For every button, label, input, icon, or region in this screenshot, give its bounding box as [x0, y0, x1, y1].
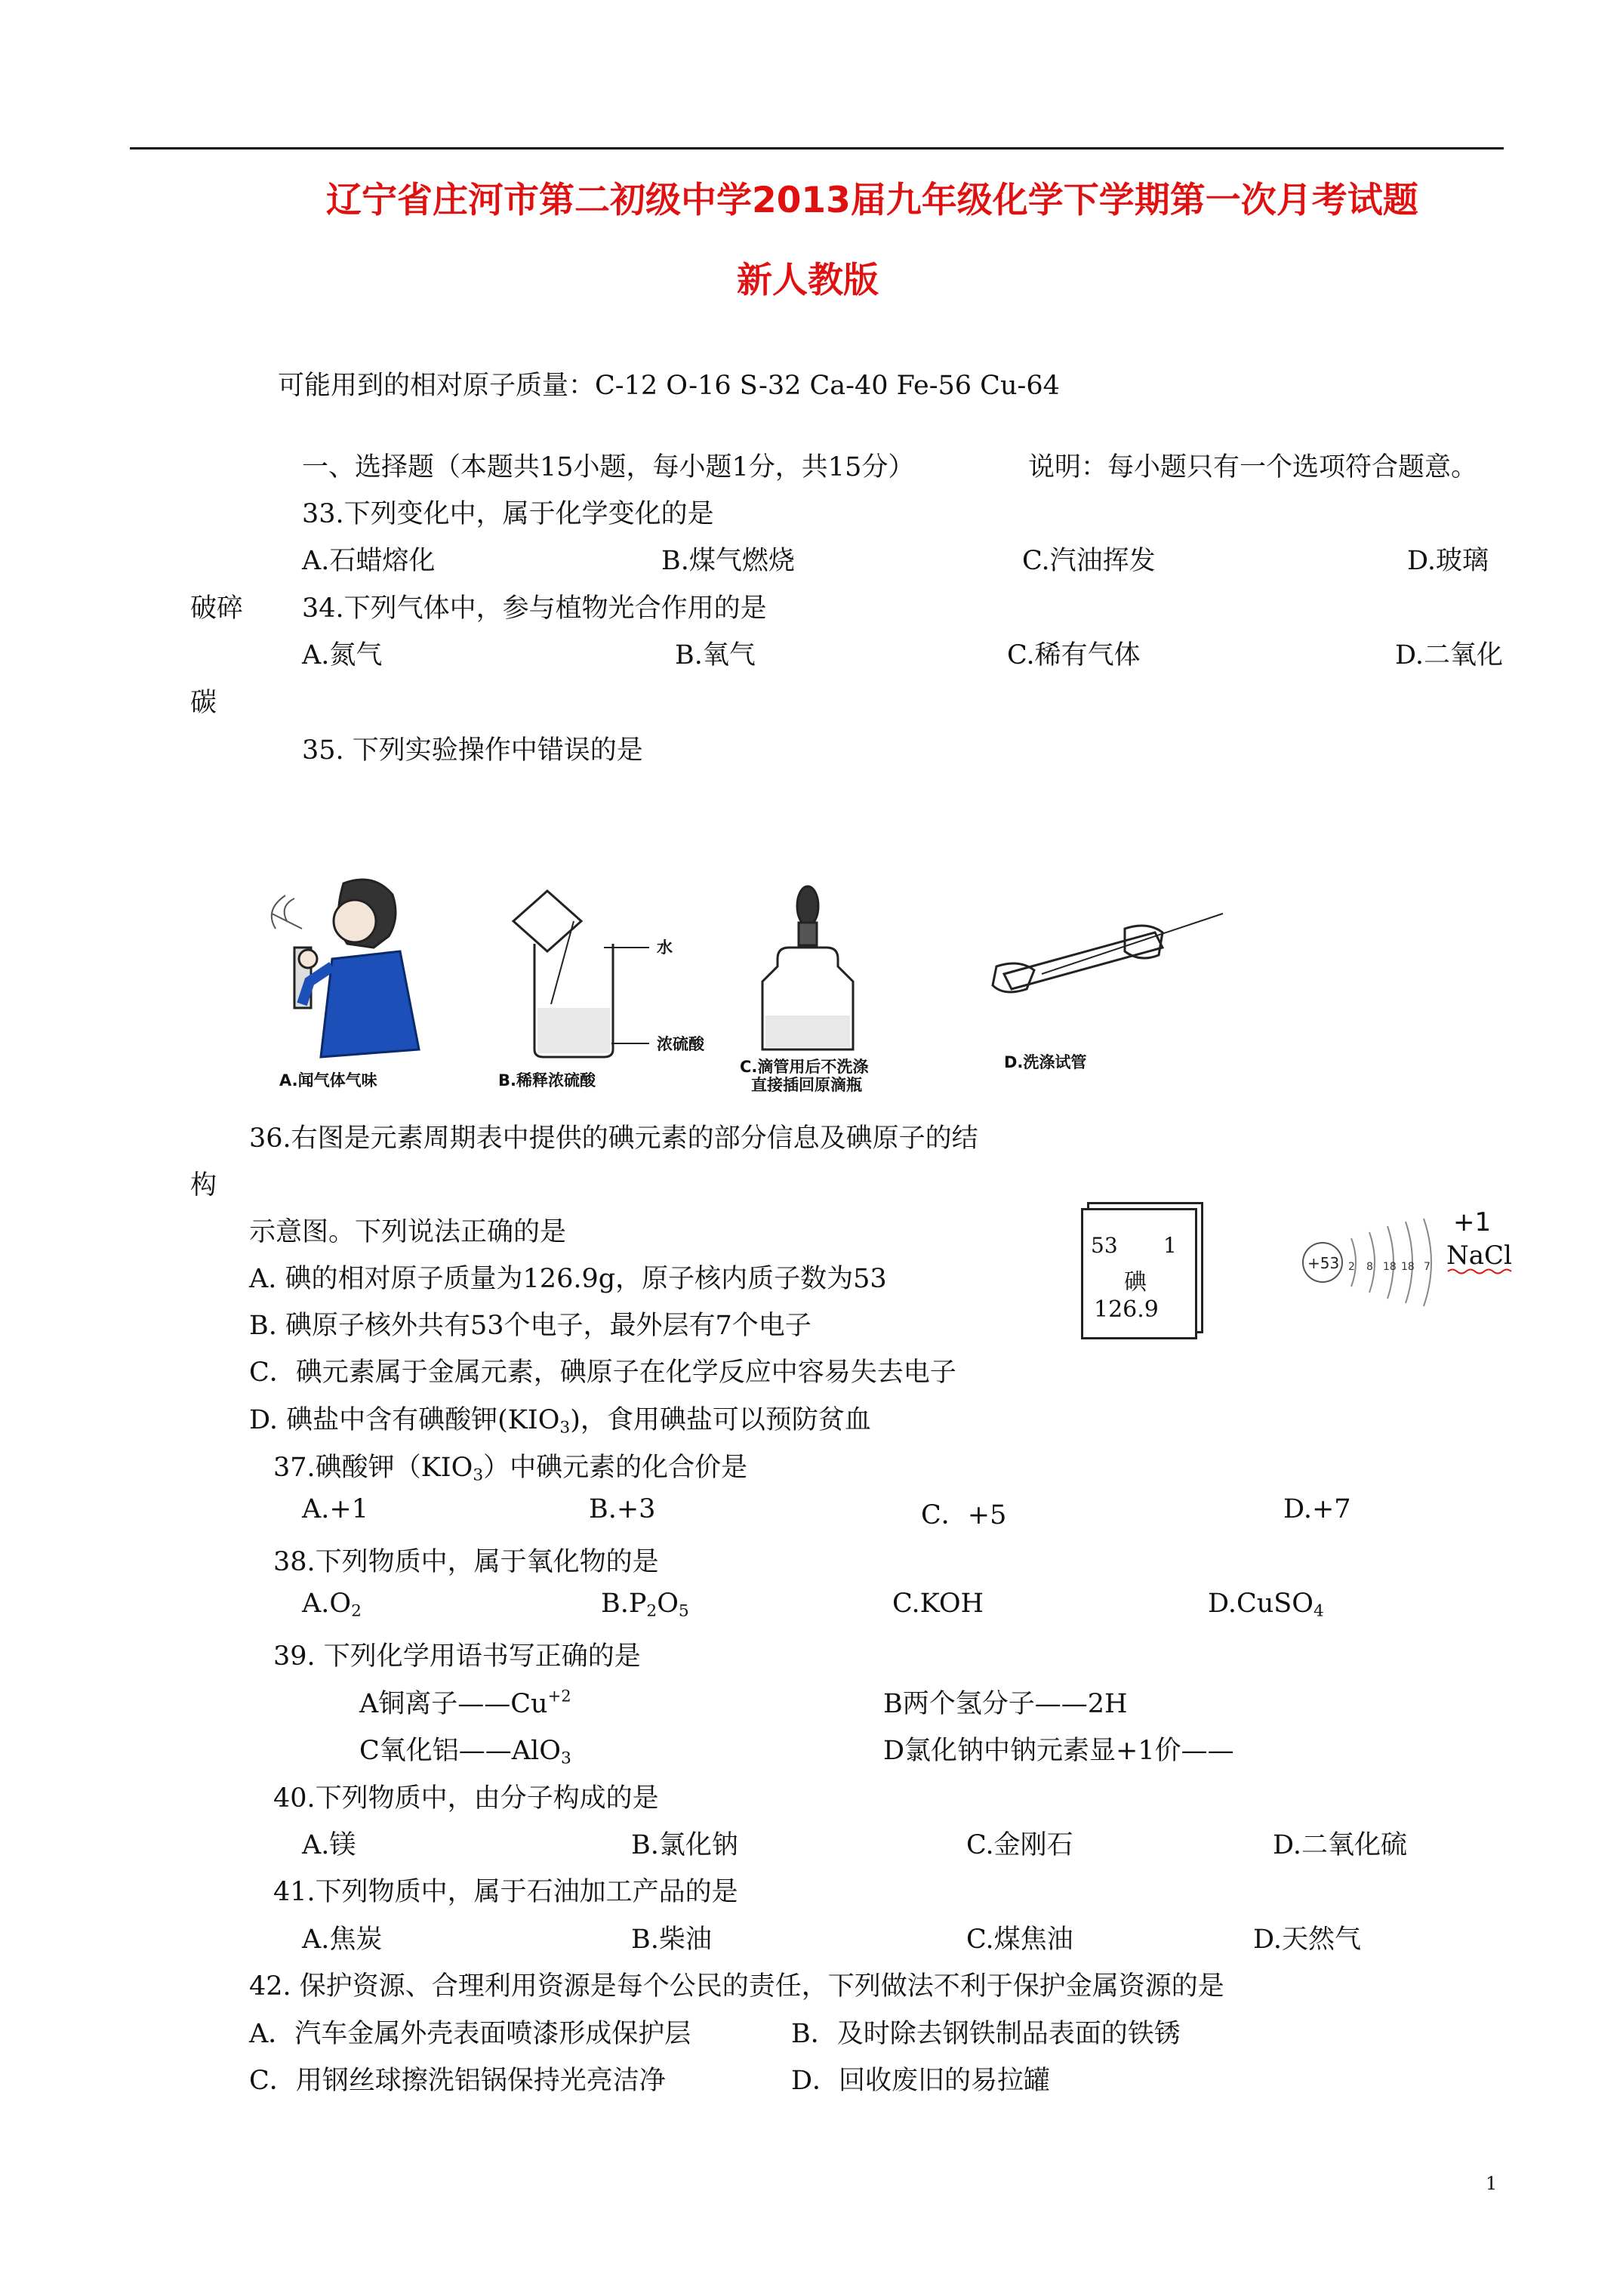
- q40-option-b: B.氯化钠: [631, 1830, 738, 1860]
- q38-option-c: C.KOH: [892, 1589, 984, 1619]
- q39-option-a: A铜离子$——Cu^{+2}$: [359, 1687, 571, 1719]
- q40-option-c: C.金刚石: [966, 1830, 1073, 1860]
- q41-option-a: A.焦炭: [302, 1925, 383, 1955]
- figure-b-dilute-acid: [513, 891, 649, 1057]
- section-note: 说明：每小题只有一个选项符合题意。: [1028, 452, 1478, 482]
- section-heading: 一、选择题（本题共15小题，每小题1分，共15分）: [302, 452, 915, 482]
- q38-stem: 38.下列物质中，属于氧化物的是: [273, 1547, 659, 1577]
- iodine-element-tile: [1081, 1208, 1197, 1339]
- q35-experiment-figures: [249, 876, 1253, 1095]
- tile-corner-number: 1: [1163, 1233, 1177, 1258]
- q33-option-d: D.玻璃: [1407, 546, 1489, 576]
- figure-b-acid-label: 浓硫酸: [657, 1035, 704, 1053]
- q36-option-c: C．碘元素属于金属元素，碘原子在化学反应中容易失去电子: [249, 1358, 956, 1388]
- q41-option-c: C.煤焦油: [966, 1925, 1073, 1955]
- iodine-atom-structure: [1298, 1200, 1525, 1329]
- q41-stem: 41.下列物质中，属于石油加工产品的是: [273, 1877, 738, 1907]
- page-number: 1: [1486, 2173, 1498, 2194]
- figure-c-dropper-bottle: [762, 886, 853, 1049]
- q42-stem: 42. 保护资源、合理利用资源是每个公民的责任，下列做法不利于保护金属资源的是: [249, 1971, 1224, 2002]
- shell-2-electrons: 8: [1366, 1261, 1373, 1273]
- q34-option-d-continued: 碳: [190, 688, 217, 718]
- q36-option-a: A. 碘的相对原子质量为126.9g，原子核内质子数为53: [249, 1264, 887, 1294]
- q33-stem: 33.下列变化中，属于化学变化的是: [302, 499, 714, 529]
- shell-1-electrons: 2: [1348, 1261, 1355, 1273]
- q36-stem-continued: 构: [190, 1170, 217, 1200]
- q37-stem: 37.碘酸钾$(KIO_3)$中碘元素的化合价是: [273, 1453, 748, 1485]
- figure-a-caption: A.闻气体气味: [279, 1071, 377, 1089]
- q33-option-b: B.煤气燃烧: [661, 546, 795, 576]
- shell-5-electrons: 7: [1424, 1261, 1431, 1273]
- figure-b-caption: B.稀释浓硫酸: [498, 1071, 596, 1089]
- exam-subtitle: 新人教版: [737, 260, 879, 301]
- figure-b-water-label: 水: [657, 938, 673, 957]
- figure-a-smelling-gas: [272, 880, 419, 1057]
- q40-stem: 40.下列物质中，由分子构成的是: [273, 1783, 659, 1814]
- nucleus-charge: +53: [1307, 1254, 1340, 1272]
- tile-atomic-number: 53: [1091, 1233, 1118, 1258]
- q36-option-d: D. 碘盐中含有碘酸钾$(KIO_3)$，食用碘盐可以预防贫血: [249, 1405, 871, 1438]
- q42-option-a: A．汽车金属外壳表面喷漆形成保护层: [249, 2019, 691, 2049]
- q40-option-d: D.二氧化硫: [1273, 1830, 1407, 1860]
- q38-option-b: $B.P_2O_5$: [601, 1589, 689, 1621]
- q42-option-d: D．回收废旧的易拉罐: [791, 2066, 1051, 2096]
- q39-option-b: B两个氢分子——2H: [883, 1689, 1128, 1719]
- figure-d-caption: D.洗涤试管: [1004, 1053, 1087, 1071]
- q38-option-a: $A.O_2$: [302, 1589, 362, 1621]
- q33-option-c: C.汽油挥发: [1022, 546, 1156, 576]
- q42-option-b: B．及时除去钢铁制品表面的铁锈: [791, 2019, 1181, 2049]
- q41-option-b: B.柴油: [631, 1925, 712, 1955]
- q35-stem: 35. 下列实验操作中错误的是: [302, 735, 643, 766]
- figure-c-caption-line1: C.滴管用后不洗涤: [740, 1058, 869, 1076]
- exam-title: 辽宁省庄河市第二初级中学2013届九年级化学下学期第一次月考试题: [326, 180, 1418, 221]
- side-charge: +1: [1453, 1207, 1492, 1237]
- q34-option-a: A.氮气: [302, 640, 383, 670]
- q33-option-a: A.石蜡熔化: [302, 546, 436, 576]
- q33-option-d-continued: 破碎: [190, 593, 244, 624]
- shell-4-electrons: 18: [1401, 1261, 1415, 1273]
- q37-option-d: D.+7: [1283, 1494, 1351, 1524]
- tile-symbol: 碘: [1124, 1269, 1147, 1296]
- q36-stem-line1: 36.右图是元素周期表中提供的碘元素的部分信息及碘原子的结: [249, 1123, 978, 1154]
- q34-option-c: C.稀有气体: [1007, 640, 1141, 670]
- q40-option-a: A.镁: [302, 1830, 356, 1860]
- q37-option-c: C．+5: [921, 1500, 1007, 1530]
- shell-3-electrons: 18: [1383, 1261, 1397, 1273]
- q39-option-d: D氯化钠中钠元素显+1价——: [883, 1736, 1234, 1766]
- q41-option-d: D.天然气: [1253, 1925, 1361, 1955]
- atomic-masses: 可能用到的相对原子质量：C-12 O-16 S-32 Ca-40 Fe-56 Cu-64: [278, 371, 1060, 401]
- q42-option-c: C．用钢丝球擦洗铝锅保持光亮洁净: [249, 2066, 666, 2096]
- side-formula: NaCl: [1446, 1240, 1512, 1271]
- q37-option-b: B.+3: [589, 1494, 656, 1524]
- tile-atomic-mass: 126.9: [1094, 1296, 1159, 1323]
- q39-stem: 39. 下列化学用语书写正确的是: [273, 1641, 641, 1672]
- q34-option-b: B.氧气: [675, 640, 756, 670]
- q34-stem: 34.下列气体中，参与植物光合作用的是: [302, 593, 767, 624]
- q39-option-c: C氧化铝——AlO$_3$: [359, 1736, 571, 1768]
- q38-option-d: D.CuSO$_4$: [1208, 1589, 1324, 1621]
- q36-option-b: B. 碘原子核外共有53个电子，最外层有7个电子: [249, 1311, 812, 1341]
- figure-c-caption-line2: 直接插回原滴瓶: [751, 1076, 862, 1094]
- q37-option-a: A.+1: [302, 1494, 368, 1524]
- q34-option-d: D.二氧化: [1395, 640, 1503, 670]
- q36-stem-line2: 示意图。下列说法正确的是: [249, 1217, 567, 1247]
- figure-d-washing-test-tube: [993, 914, 1223, 992]
- header-rule: [130, 147, 1504, 149]
